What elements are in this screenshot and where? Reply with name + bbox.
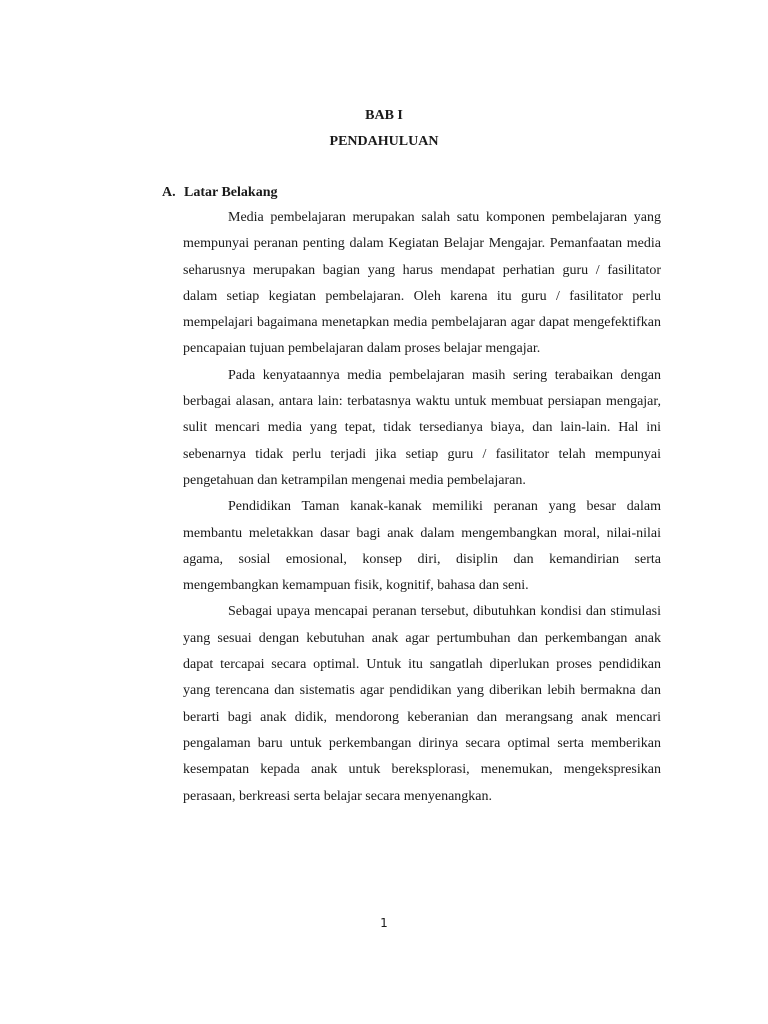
paragraph: Sebagai upaya mencapai peranan tersebut, dibutuhkan kondisi dan stimulasi yang sesuai dengan kebutuhan anak agar pertumbuhan dan perkembangan anak dapat tercapai secara optimal. Untuk itu sangatlah diperlukan proses pendidikan yang terencana dan sistematis agar pendidikan yang diberikan lebih bermakna dan berarti bagi anak didik, mendorong keberanian dan merangsang anak mencari pengalaman baru untuk perkembangan dirinya secara optimal serta memberikan kesempatan kepada anak untuk bereksplorasi, menemukan, mengekspresikan perasaan, berkreasi serta belajar secara menyenangkan. [183, 604, 661, 804]
page-number: 1 [380, 916, 388, 930]
paragraph: Media pembelajaran merupakan salah satu komponen pembelajaran yang mempunyai peranan penting dalam Kegiatan Belajar Mengajar. Pemanfaatan media seharusnya merupakan bagian yang harus mendapat perhatian guru / fasilitator dalam setiap kegiatan pembelajaran. Oleh karena itu guru / fasilitator perlu mempelajari bagaimana menetapkan media pembelajaran agar dapat mengefektifkan pencapaian tujuan pembelajaran dalam proses belajar mengajar. [183, 210, 661, 357]
section-letter: A. [162, 185, 176, 200]
paragraph: Pada kenyataannya media pembelajaran masih sering terabaikan dengan berbagai alasan, antara lain: terbatasnya waktu untuk membuat persiapan mengajar, sulit mencari media yang tepat, tidak tersedianya biaya, dan lain-lain. Hal ini sebenarnya tidak perlu terjadi jika setiap guru / fasilitator telah mempunyai pengetahuan dan ketrampilan mengenai media pembelajaran. [183, 367, 661, 488]
body-text [183, 205, 661, 810]
section-heading [162, 184, 277, 202]
paragraph: Pendidikan Taman kanak-kanak memiliki peranan yang besar dalam membantu meletakkan dasar bagi anak dalam mengembangkan moral, nilai-nilai agama, sosial emosional, konsep diri, disiplin dan kemandirian serta mengembangkan kemampuan fisik, kognitif, bahasa dan seni. [183, 499, 661, 594]
chapter-title: PENDAHULUAN [329, 134, 439, 149]
chapter-number: BAB I [365, 108, 403, 123]
section-title: Latar Belakang [184, 185, 278, 200]
